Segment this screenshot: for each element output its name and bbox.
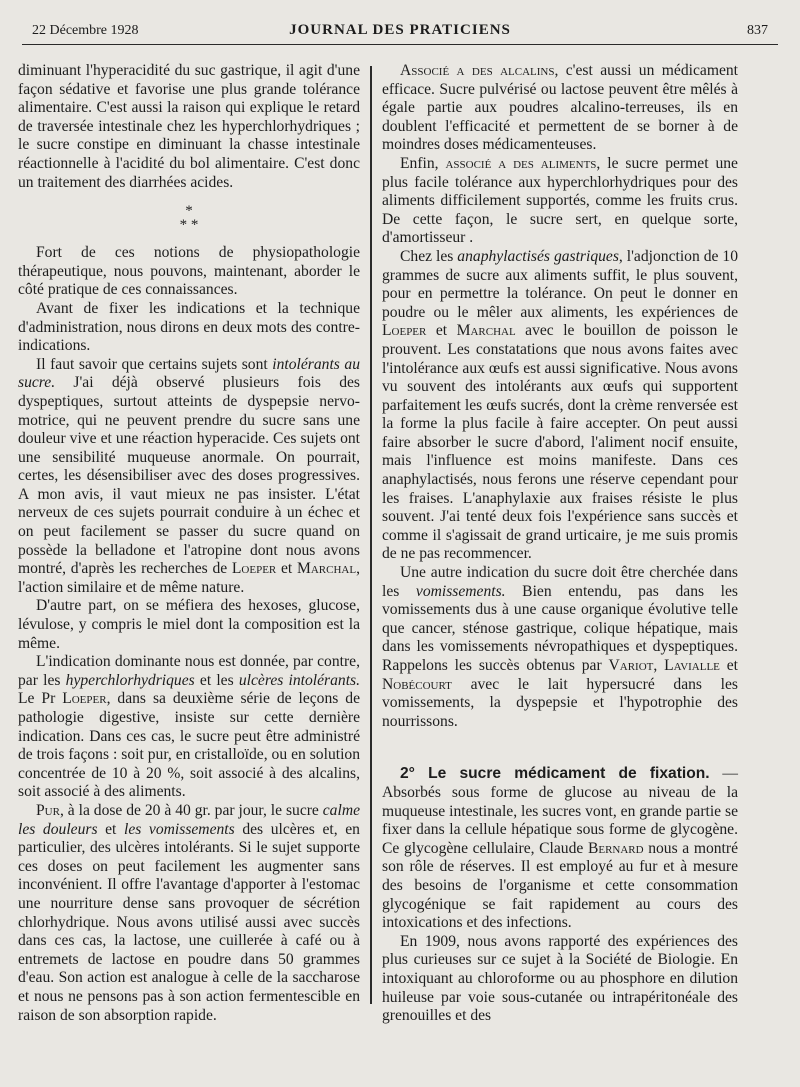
asterism-bottom: * * xyxy=(179,217,199,234)
left-column xyxy=(18,62,360,1025)
section-heading: 2° Le sucre médicament de fixation. xyxy=(400,765,710,783)
issue-date: 22 Décembre 1928 xyxy=(32,23,139,38)
paragraph: Associé a des alcalins, c'est aussi un médicament efficace. Sucre pulvérisé ou lactose peuvent être mêlés à égale partie aux poudres alcalino-terreuses, ils en doublent l'efficacité et permettent de se borner à de moindres doses médicamenteuses. xyxy=(382,62,738,154)
paragraph: Enfin, associé a des aliments, le sucre permet une plus facile tolérance aux hyperchlorhydriques pour des aliments difficilement supportés, comme les fruits crus. De cette façon, le sucre sert, en quelque sorte, d'amortisseur . xyxy=(382,154,738,247)
paragraph: diminuant l'hyperacidité du suc gastrique, il agit d'une façon sédative et favorise une plus grande tolérance alimentaire. C'est aussi la raison qui explique le retard de traversée intestinale chez les hyperchlorhydriques ; le sucre constipe en diminuant la chasse intestinale réactionnelle à l'acidité du bol alimentaire. C'est donc un traitement des diarrhées acides. xyxy=(18,62,360,191)
right-column xyxy=(382,62,738,1026)
paragraph: L'indication dominante nous est donnée, par contre, par les hyperchlorhydriques et les ulcères intolérants. Le Pr Loeper, dans sa deuxième série de leçons de pathologie digestive, insiste sur cette dernière indication. Dans ces cas, le sucre peut être administré de trois façons : soit pur, en cristalloïde, ou en solution concentrée de 10 à 20 %, soit associé à des alcalins, soit associé à des aliments. xyxy=(18,653,360,801)
section-heading-paragraph: 2° Le sucre médicament de fixation. — Absorbés sous forme de glucose au niveau de la muqueuse intestinale, les sucres vont, en grande partie se fixer dans la cellule hépatique sous forme de glycogène. Ce glycogène cellulaire, Claude Bernard nous a montré son rôle de réserves. Il est employé au fur et à mesure des besoins de l'organisme et cette consommation glycogénique se fait rapidement au cours des intoxications et des infections. xyxy=(382,765,738,932)
page-number: 837 xyxy=(747,23,768,38)
paragraph: Avant de fixer les indications et la technique d'administration, nous dirons en deux mots des contre-indications. xyxy=(18,299,360,355)
page-header xyxy=(22,20,778,45)
paragraph: Fort de ces notions de physiopathologie thérapeutique, nous pouvons, maintenant, aborder le côté pratique de ces connaissances. xyxy=(18,244,360,299)
column-divider xyxy=(370,66,372,1004)
paragraph: Chez les anaphylactisés gastriques, l'adjonction de 10 grammes de sucre aux aliments suffit, le plus souvent, pour en permettre la tolérance. On peut le donner en poudre ou le mêler aux aliments, les expériences de Loeper et Marchal avec le bouillon de poisson le prouvent. Les constatations que nous avons faites avec l'intolérance aux œufs est aussi significative. Nous avons vu souvent des intolérants aux œufs qui supportent parfaitement les œufs sucrés, dont la crème renversée est la forme la plus facile à faire accepter. On peut aussi faire absorber le sucre d'abord, l'aliment nocif ensuite, mais l'influence est moins manifeste. Dans ces anaphylactisés, nous ferons une réserve cependant pour les fraises. L'anaphylaxie aux fraises résiste le plus souvent. J'ai tenté deux fois l'expérience sans succès et comme il s'agissait de grand urticaire, je me suis promis de ne pas recommencer. xyxy=(382,247,738,563)
paragraph: D'autre part, on se méfiera des hexoses, glucose, lévulose, y compris le miel dont la composition est la même. xyxy=(18,597,360,652)
journal-title: JOURNAL DES PRATICIENS xyxy=(289,22,511,38)
paragraph: Pur, à la dose de 20 à 40 gr. par jour, le sucre calme les douleurs et les vomissements des ulcères et, en particulier, des ulcères intolérants. Si le sujet supporte ces doses on peut facilement les augmenter sans inconvénient. Il offre l'avantage d'apporter à l'estomac une nourriture dense sans provoquer de sécrétion chlorhydrique. Nous avons utilisé aussi avec succès dans ces cas, la lactose, une cuillerée à café ou à entremets de lactose en poudre dans 50 grammes d'eau. Son action est analogue à celle de la saccharose et nous ne pensons pas à son action fermentescible en raison de son absorption rapide. xyxy=(18,801,360,1024)
section-asterism xyxy=(18,192,360,244)
paragraph: En 1909, nous avons rapporté des expériences des plus curieuses sur ce sujet à la Société de Biologie. En intoxiquant au chloroforme ou au phosphore en dilution huileuse par voie sous-cutanée ou intrapéritonéale des grenouilles et des xyxy=(382,932,738,1025)
section-spacer xyxy=(382,731,738,765)
paragraph: Il faut savoir que certains sujets sont intolérants au sucre. J'ai déjà observé plusieurs fois des dyspeptiques, surtout atteints de dyspepsie nervo-motrice, qui ne peuvent prendre du sucre sans une douleur vive et une réaction hyperacide. Ces sujets ont une sensibilité muqueuse anormale. On pourrait, certes, les désensibiliser avec des doses progressives. A mon avis, il vaut mieux ne pas insister. L'état nerveux de ces sujets pourrait conduire à un échec et on peut facilement se passer du sucre quand on possède la belladone et l'atropine dont nous avons montré, d'après les recherches de Loeper et Marchal, l'action similaire et de même nature. xyxy=(18,355,360,596)
paragraph: Une autre indication du sucre doit être cherchée dans les vomissements. Bien entendu, pas dans les vomissements dus à une cause organique évolutive telle que cancer, sténose gastrique, colique hépatique, mais dans les vomissements névropathiques et dyspeptiques. Rappelons les succès obtenus par Variot, Lavialle et Nobécourt avec le lait hypersucré dans les vomissements, la dyspepsie et l'hypotrophie des nourrissons. xyxy=(382,564,739,730)
asterism-top: * xyxy=(185,203,193,220)
